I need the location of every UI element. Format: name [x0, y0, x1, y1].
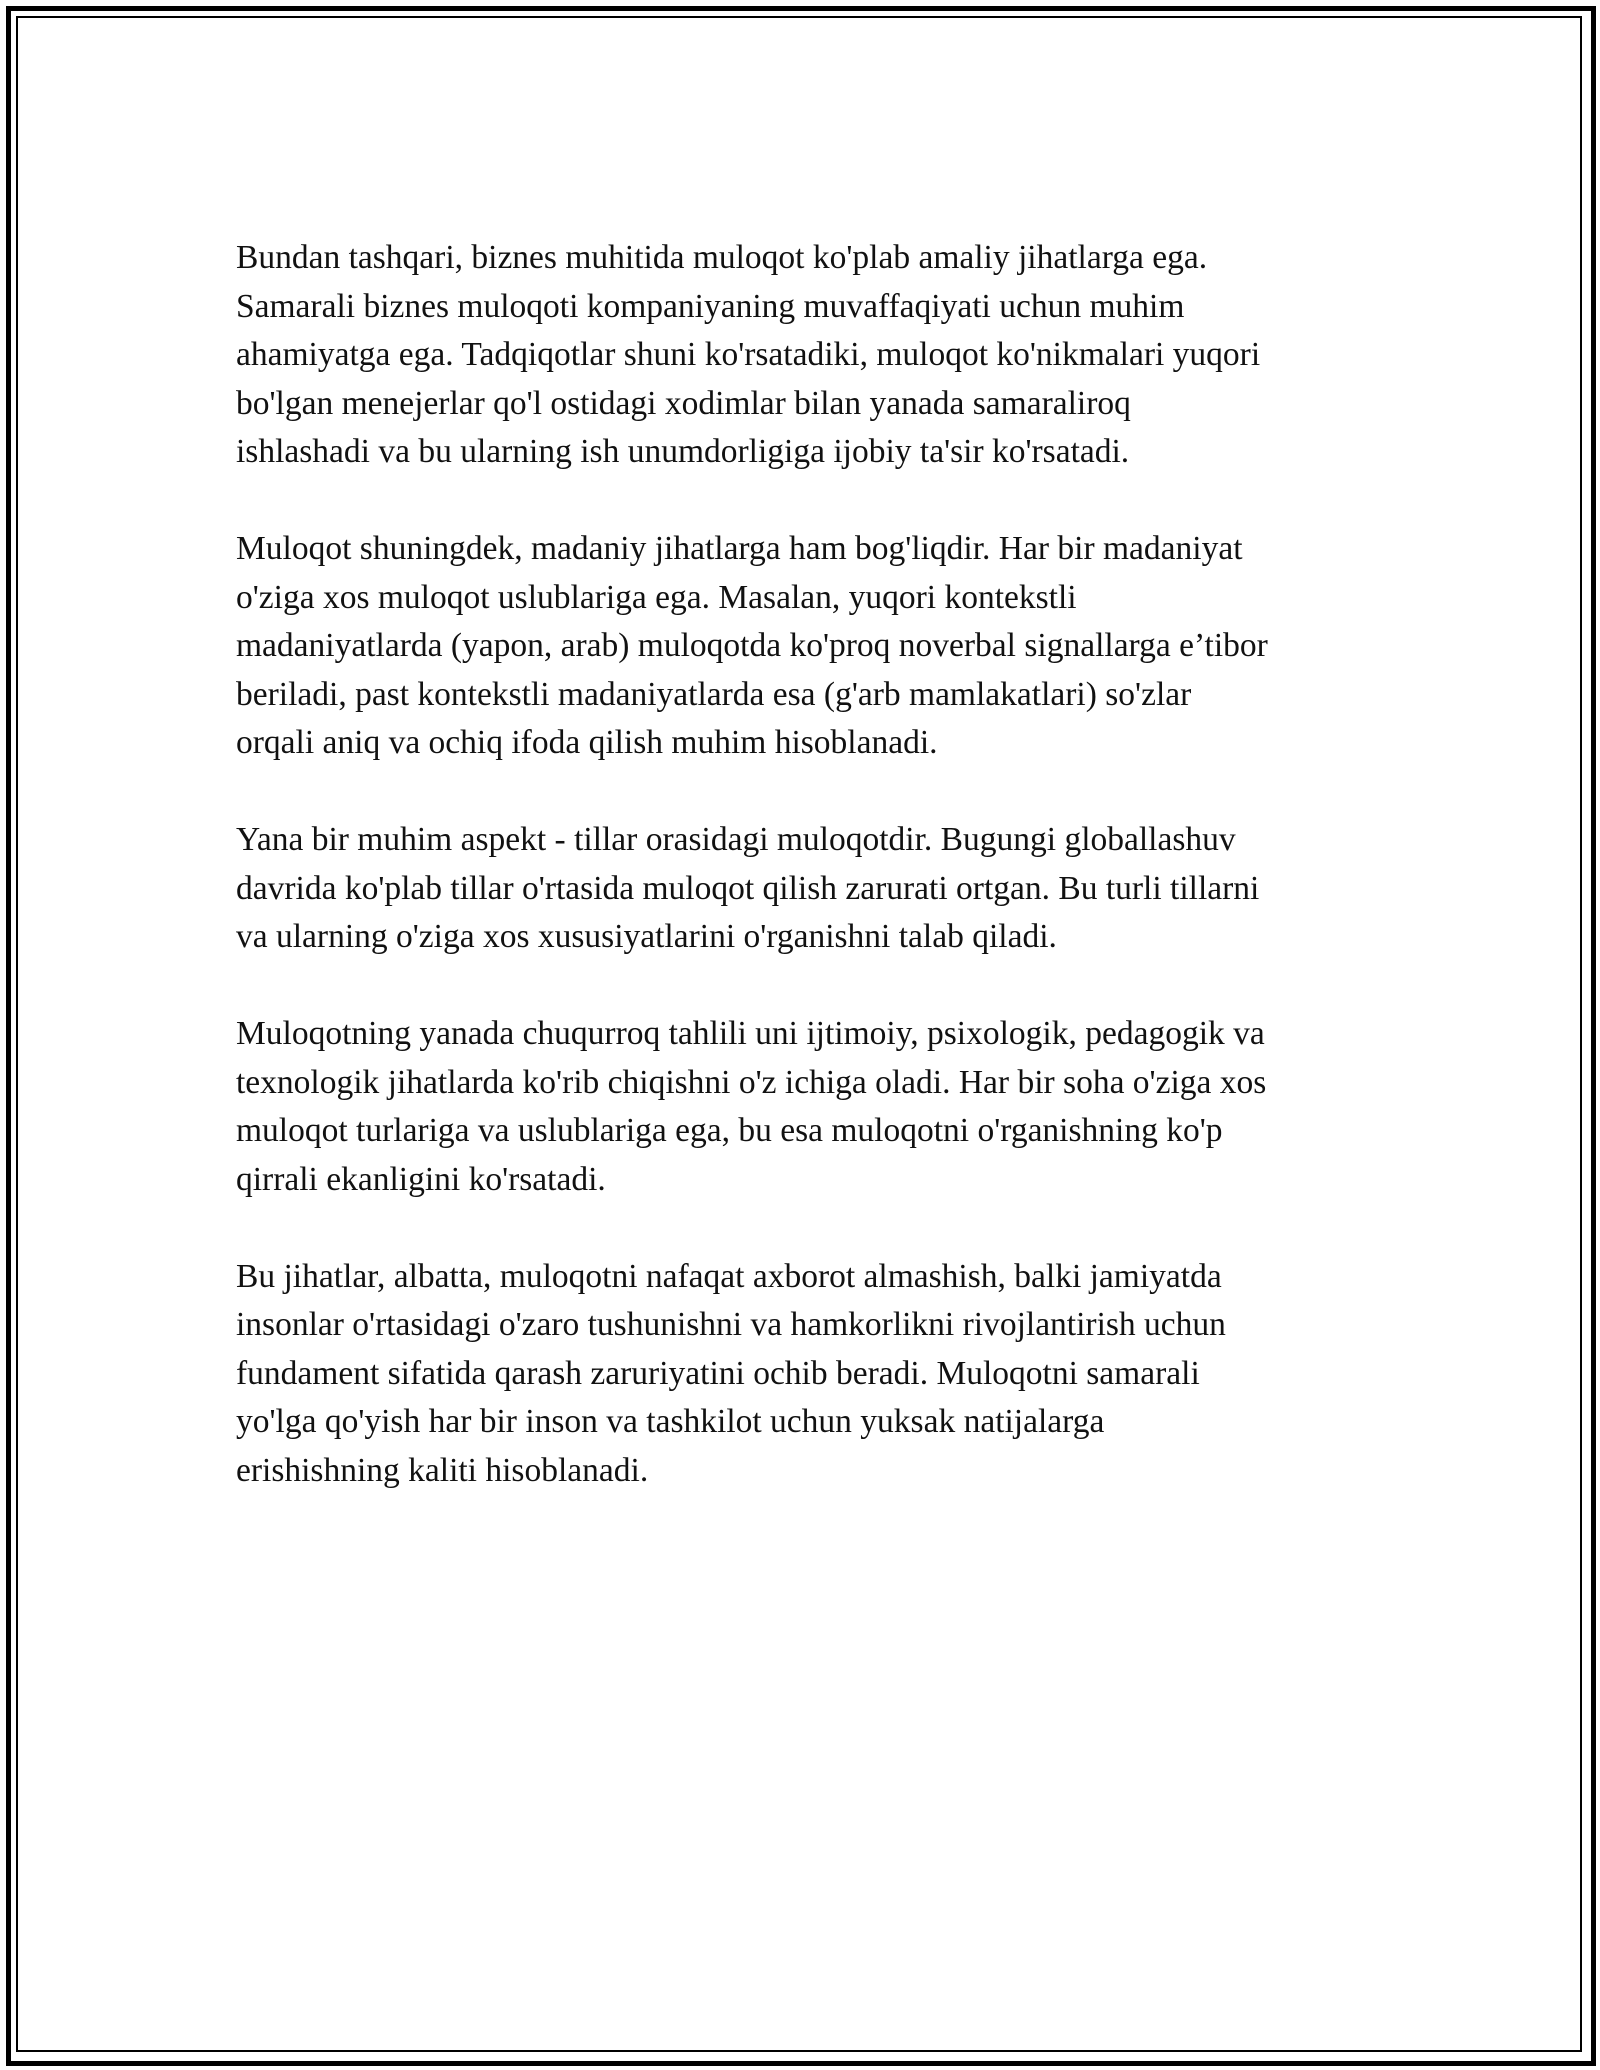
- document-body: [236, 234, 1376, 1544]
- paragraph-conclusion: Bu jihatlar, albatta, muloqotni nafaqat axborot almashish, balki jamiyatda insonlar o'rtasidagi o'zaro tushunishni va hamkorlikni rivojlantirish uchun fundament sifatida qarash zaruriyatini ochib beradi. Muloqotni samarali yo'lga qo'yish har bir inson va tashkilot uchun yuksak natijalarga erishishning kaliti hisoblanadi.: [236, 1257, 1226, 1489]
- paragraph-cultural-aspects: Muloqot shuningdek, madaniy jihatlarga ham bog'liqdir. Har bir madaniyat o'ziga xos muloqot uslublariga ega. Masalan, yuqori kontekstli madaniyatlarda (yapon, arab) muloqotda ko'proq noverbal signallarga e’tibor beriladi, past kontekstli madaniyatlarda esa (g'arb mamlakatlari) so'zlar orqali aniq va ochiq ifoda qilish muhim hisoblanadi.: [236, 530, 1268, 761]
- paragraph-business-communication: Bundan tashqari, biznes muhitida muloqot ko'plab amaliy jihatlarga ega. Samarali biznes muloqoti kompaniyaning muvaffaqiyati uchun muhim ahamiyatga ega. Tadqiqotlar shuni ko'rsatadiki, muloqot ko'nikmalari yuqori bo'lgan menejerlar qo'l ostidagi xodimlar bilan yanada samaraliroq ishlashadi va bu ularning ish unumdorligiga ijobiy ta'sir ko'rsatadi.: [236, 239, 1261, 470]
- paragraph-deeper-analysis: Muloqotning yanada chuqurroq tahlili uni ijtimoiy, psixologik, pedagogik va texnologik jihatlarda ko'rib chiqishni o'z ichiga oladi. Har bir soha o'ziga xos muloqot turlariga va uslublariga ega, bu esa muloqotni o'rganishning ko'p qirrali ekanligini ko'rsatadi.: [236, 1015, 1267, 1198]
- paragraph-language-communication: Yana bir muhim aspekt - tillar orasidagi muloqotdir. Bugungi globallashuv davrida ko'plab tillar o'rtasida muloqot qilish zarurati ortgan. Bu turli tillarni va ularning o'ziga xos xususiyatlarini o'rganishni talab qiladi.: [236, 821, 1260, 955]
